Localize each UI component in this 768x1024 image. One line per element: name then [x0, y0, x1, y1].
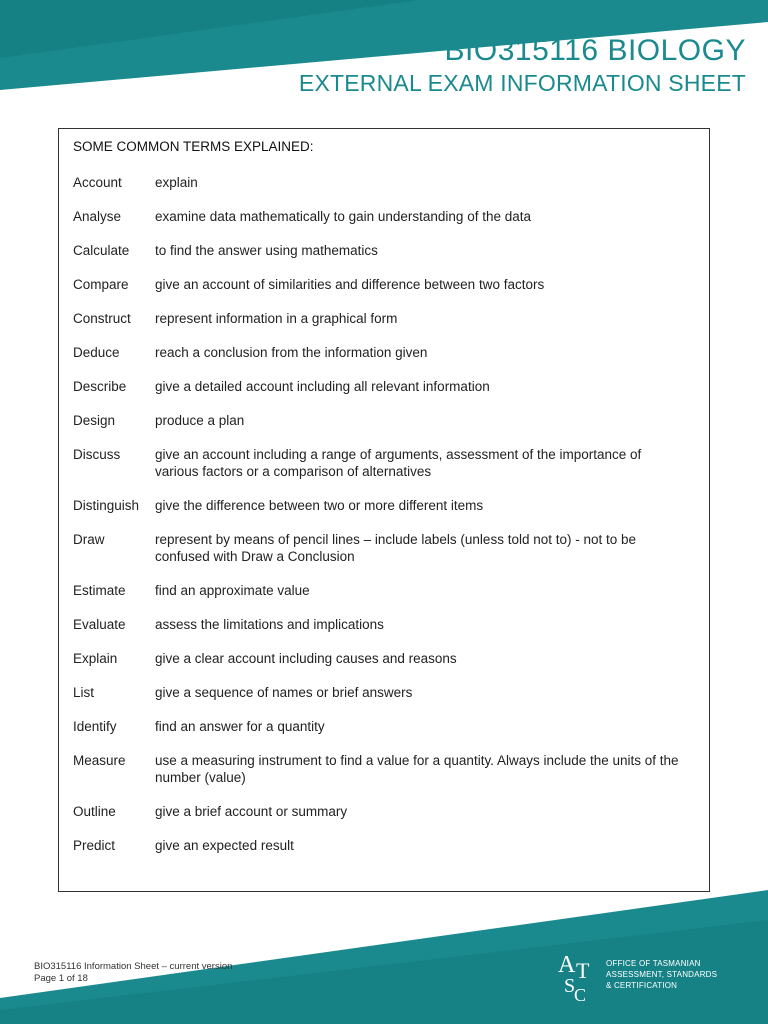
term-definition: produce a plan [155, 413, 245, 428]
term-word: Describe [73, 379, 127, 394]
atsc-logo-mark [556, 946, 604, 1002]
footer-text [34, 961, 232, 985]
page-title: BIO315116 BIOLOGY [444, 34, 746, 67]
svg-text:T: T [576, 958, 590, 983]
term-word: Outline [73, 804, 116, 819]
term-definition: explain [155, 175, 198, 190]
term-word: Measure [73, 753, 126, 768]
term-definition: represent information in a graphical form [155, 311, 398, 326]
term-word: Explain [73, 651, 118, 666]
term-definition: reach a conclusion from the information given [155, 345, 428, 360]
svg-text:S: S [564, 975, 576, 997]
term-word: Calculate [73, 243, 130, 258]
terms-box [58, 128, 710, 892]
svg-text:A: A [558, 952, 576, 978]
term-word: Predict [73, 838, 116, 853]
term-definition: give an account of similarities and difference between two factors [155, 277, 545, 292]
term-word: Discuss [73, 447, 121, 462]
term-definition: give an account including a range of arguments, assessment of the importance of various factors or a comparison of alternatives [155, 447, 642, 479]
term-word: Compare [73, 277, 129, 292]
term-definition: give a clear account including causes and reasons [155, 651, 457, 666]
logo-line: OFFICE OF TASMANIAN [606, 959, 701, 968]
term-definition: assess the limitations and implications [155, 617, 384, 632]
term-definition: find an answer for a quantity [155, 719, 325, 734]
term-definition: give a sequence of names or brief answers [155, 685, 413, 700]
header-titles [299, 34, 746, 98]
term-word: Construct [73, 311, 131, 326]
term-word: Estimate [73, 583, 126, 598]
logo-line: & CERTIFICATION [606, 981, 678, 990]
terms-heading: SOME COMMON TERMS EXPLAINED: [73, 139, 314, 154]
atsc-logo-text [606, 958, 717, 991]
svg-text:C: C [574, 985, 587, 1002]
term-definition: give an expected result [155, 838, 294, 853]
term-definition: find an approximate value [155, 583, 310, 598]
atsc-logo [556, 946, 736, 1002]
logo-line: ASSESSMENT, STANDARDS [606, 970, 718, 979]
term-definition: to find the answer using mathematics [155, 243, 378, 258]
footer-page-number: Page 1 of 18 [34, 973, 88, 984]
term-word: Account [73, 175, 122, 190]
term-word: Design [73, 413, 116, 428]
term-definition: give the difference between two or more different items [155, 498, 484, 513]
page-subtitle: EXTERNAL EXAM INFORMATION SHEET [298, 70, 746, 96]
term-definition: use a measuring instrument to find a value for a quantity. Always include the units of the number (value) [155, 753, 679, 785]
term-word: Distinguish [73, 498, 140, 513]
term-definition: give a brief account or summary [155, 804, 348, 819]
term-word: Evaluate [73, 617, 126, 632]
footer-doc-label: BIO315116 Information Sheet – current version [34, 961, 233, 972]
term-definition: represent by means of pencil lines – include labels (unless told not to) - not to be confused with Draw a Conclusion [155, 532, 637, 564]
term-word: Identify [73, 719, 117, 734]
term-definition: give a detailed account including all relevant information [155, 379, 490, 394]
term-word: Deduce [73, 345, 120, 360]
term-word: Analyse [73, 209, 122, 224]
term-word: Draw [73, 532, 105, 547]
term-definition: examine data mathematically to gain understanding of the data [155, 209, 531, 224]
term-word: List [73, 685, 95, 700]
